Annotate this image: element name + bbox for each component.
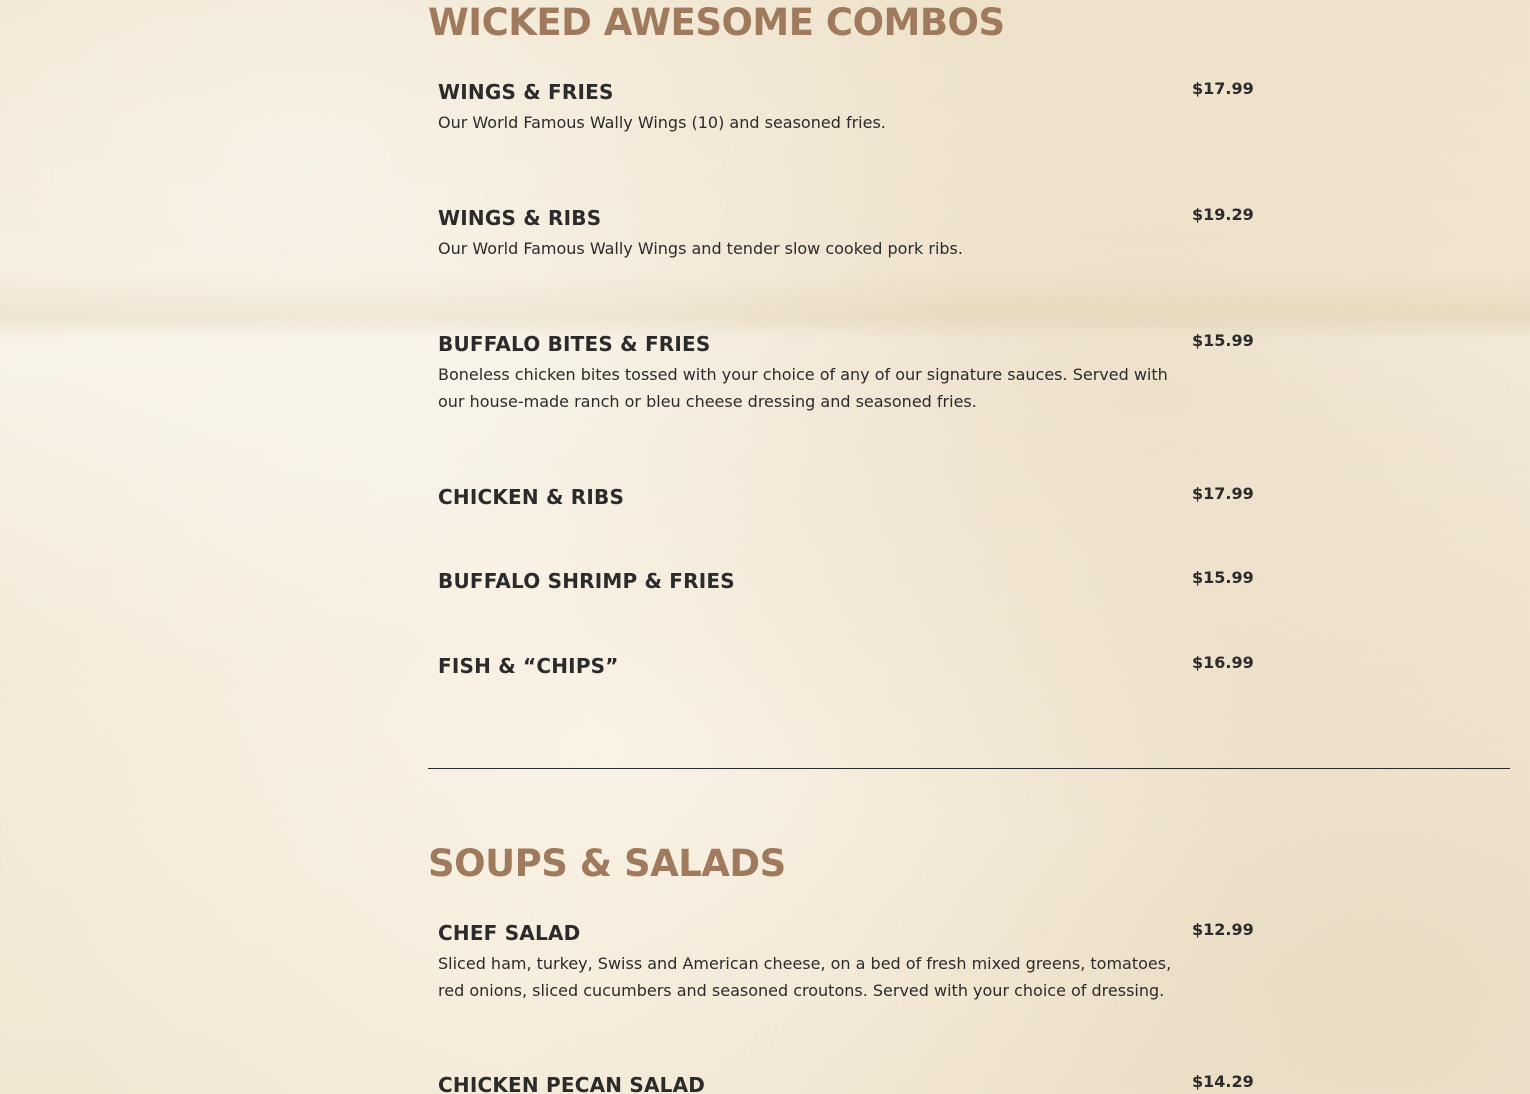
menu-item-chicken-ribs (428, 483, 1254, 511)
section-divider (428, 768, 1510, 769)
item-price: $15.99 (1192, 568, 1254, 587)
item-description: Our World Famous Wally Wings (10) and seasoned fries. (438, 113, 886, 132)
item-name: FISH & “CHIPS” (438, 654, 619, 678)
item-price: $15.99 (1192, 331, 1254, 350)
menu-item-chef-salad (428, 919, 1254, 1004)
item-name: CHICKEN PECAN SALAD (438, 1073, 706, 1094)
menu-item-buffalo-shrimp-fries (428, 567, 1254, 595)
item-name: WINGS & RIBS (438, 206, 602, 230)
section-title-soups-salads: SOUPS & SALADS (428, 842, 786, 885)
item-price: $14.29 (1192, 1072, 1254, 1091)
item-name: BUFFALO SHRIMP & FRIES (438, 569, 735, 593)
item-name: BUFFALO BITES & FRIES (438, 332, 711, 356)
menu-item-fish-chips (428, 652, 1254, 680)
menu-item-wings-fries (428, 78, 1254, 136)
item-description: Boneless chicken bites tossed with your choice of any of our signature sauces. Served with our house-made ranch or bleu cheese dressing and seasoned fries. (438, 365, 1168, 411)
item-price: $16.99 (1192, 653, 1254, 672)
menu-item-chicken-pecan-salad (428, 1071, 1254, 1094)
item-description: Sliced ham, turkey, Swiss and American cheese, on a bed of fresh mixed greens, tomatoes, red onions, sliced cucumbers and seasoned croutons. Served with your choice of dressing. (438, 954, 1172, 1000)
item-price: $17.99 (1192, 79, 1254, 98)
item-description: Our World Famous Wally Wings and tender slow cooked pork ribs. (438, 239, 963, 258)
item-price: $12.99 (1192, 920, 1254, 939)
item-price: $17.99 (1192, 484, 1254, 503)
menu-item-wings-ribs (428, 204, 1254, 262)
item-name: CHICKEN & RIBS (438, 485, 625, 509)
item-price: $19.29 (1192, 205, 1254, 224)
menu-item-buffalo-bites-fries (428, 330, 1254, 415)
item-name: CHEF SALAD (438, 921, 581, 945)
section-title-combos: WICKED AWESOME COMBOS (428, 1, 1005, 44)
item-name: WINGS & FRIES (438, 80, 614, 104)
